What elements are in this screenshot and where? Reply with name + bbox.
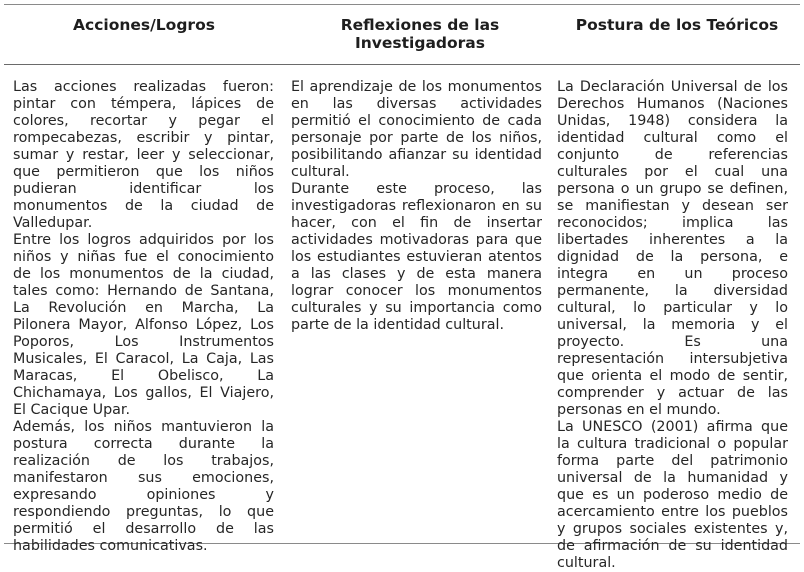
acciones-paragraph-actions: Las acciones realizadas fueron: pintar con témpera, lápices de colores, recortar y pegar el rompecabezas, escribir y pintar, sumar y restar, leer y seleccionar, que permitieron que los niños pudieran identificar los monumentos de la ciudad de Valledupar. [13,79,274,231]
postura-paragraph-unesco: La UNESCO (2001) afirma que la cultura tradicional o popular forma parte del patrimonio universal de la humanidad y que es un poderoso medio de acercamiento entre los pueblos y grupos sociales existentes y, de afirmación de su identidad cultural. [557,419,788,571]
comparison-table [4,4,800,571]
table-top-rule [4,4,800,5]
header-postura-teoricos: Postura de los Teóricos [575,16,779,34]
reflexiones-paragraph-process: Durante este proceso, las investigadoras reflexionaron en su hacer, con el fin de insertar actividades motivadoras para que los estudiantes estuvieran atentos a las clases y de esta manera lograr conocer los monumentos culturales y su importancia como parte de la identidad cultural. [291,181,542,333]
cell-reflexiones [291,79,542,334]
acciones-paragraph-posture: Además, los niños mantuvieron la postura correcta durante la realización de los trabajos, manifestaron sus emociones, expresando opiniones y respondiendo preguntas, lo que permitió el desarrollo de las habilidades comunicativas. [13,419,274,554]
cell-acciones-logros [13,79,274,555]
reflexiones-paragraph-learning: El aprendizaje de los monumentos en las diversas actividades permitió el conocimiento de cada personaje por parte de los niños, posibilitando afianzar su identidad cultural. [291,79,542,180]
header-divider-rule [4,64,800,65]
header-acciones-logros: Acciones/Logros [73,16,215,34]
postura-paragraph-declaration: La Declaración Universal de los Derechos Humanos (Naciones Unidas, 1948) considera la identidad cultural como el conjunto de referencias culturales por el cual una persona o un grupo se definen, se manifiestan y desean ser reconocidos; implica las libertades inherentes a la dignidad de la persona, e integra en un proceso permanente, la diversidad cultural, lo particular y lo universal, la memoria y el proyecto. Es una representación intersubjetiva que orienta el modo de sentir, comprender y actuar de las personas en el mundo. [557,79,788,418]
header-reflexiones-investigadoras: Reflexiones de las Investigadoras [340,16,500,52]
acciones-paragraph-achievements: Entre los logros adquiridos por los niños y niñas fue el conocimiento de los monumentos de la ciudad, tales como: Hernando de Santana, La Revolución en Marcha, La Pilonera Mayor, Alfonso López, Los Poporos, Los Instrumentos Musicales, El Caracol, La Caja, Las Maracas, El Obelisco, La Chichamaya, Los gallos, El Viajero, El Cacique Upar. [13,232,274,418]
cell-postura-teoricos [557,79,788,572]
